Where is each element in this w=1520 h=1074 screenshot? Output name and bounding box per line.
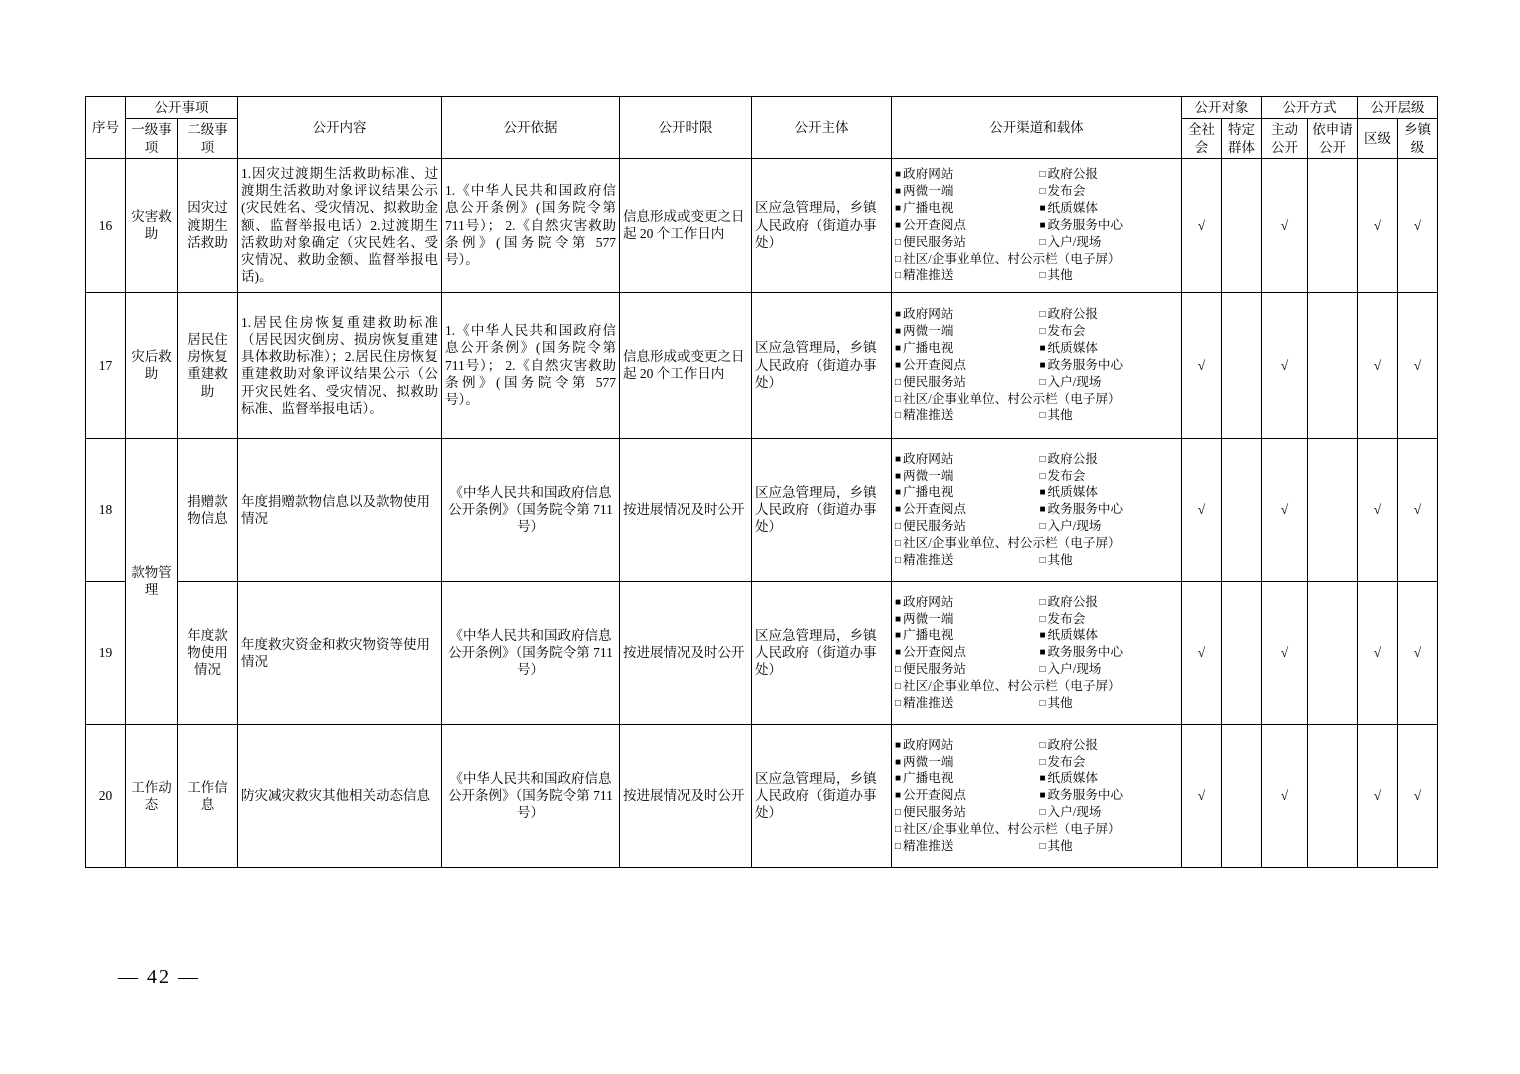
- channel-option[interactable]: □ 社区/企事业单位、村公示栏（电子屏）: [895, 535, 1178, 552]
- channel-option[interactable]: □ 精准推送: [895, 552, 1035, 569]
- header-channel: 公开渠道和载体: [892, 97, 1182, 159]
- row-subject: 区应急管理局，乡镇人民政府（街道办事处）: [752, 581, 892, 724]
- row-content: 防灾减灾救灾其他相关动态信息: [238, 724, 442, 867]
- row-level-town: √: [1398, 292, 1438, 438]
- row-level-town: √: [1398, 724, 1438, 867]
- channel-option[interactable]: □ 社区/企事业单位、村公示栏（电子屏）: [895, 678, 1178, 695]
- row-basis: 《中华人民共和国政府信息公开条例》（国务院令第 711 号）: [442, 581, 620, 724]
- row-content: 年度捐赠款物信息以及款物使用情况: [238, 438, 442, 581]
- page-number: — 42 —: [118, 966, 200, 988]
- channel-option[interactable]: ■ 政务服务中心: [1039, 217, 1178, 234]
- row-object-all: √: [1182, 581, 1222, 724]
- header-level2: 二级事项: [178, 119, 238, 159]
- channel-option[interactable]: □ 发布会: [1039, 468, 1178, 485]
- row-level-district: √: [1358, 292, 1398, 438]
- row-subject: 区应急管理局，乡镇人民政府（街道办事处）: [752, 724, 892, 867]
- row-level1: 工作动态: [126, 724, 178, 867]
- channel-option[interactable]: □ 其他: [1039, 552, 1178, 569]
- channel-option[interactable]: ■ 公开查阅点: [895, 501, 1035, 518]
- row-channels: [892, 581, 1182, 724]
- channel-option[interactable]: □ 精准推送: [895, 695, 1035, 712]
- header-level-town: 乡镇级: [1398, 119, 1438, 159]
- channel-option[interactable]: □ 政府公报: [1039, 306, 1178, 323]
- channel-option[interactable]: ■ 两微一端: [895, 611, 1035, 628]
- channel-option[interactable]: □ 社区/企事业单位、村公示栏（电子屏）: [895, 251, 1178, 268]
- row-basis: 《中华人民共和国政府信息公开条例》（国务院令第 711 号）: [442, 724, 620, 867]
- channel-option[interactable]: □ 发布会: [1039, 323, 1178, 340]
- channel-option[interactable]: ■ 公开查阅点: [895, 787, 1035, 804]
- channel-options-last: [895, 267, 1178, 284]
- row-way-active: √: [1262, 158, 1308, 292]
- row-way-request: [1308, 292, 1358, 438]
- row-way-active: √: [1262, 581, 1308, 724]
- channel-option[interactable]: ■ 纸质媒体: [1039, 627, 1178, 644]
- row-subject: 区应急管理局，乡镇人民政府（街道办事处）: [752, 292, 892, 438]
- channel-option[interactable]: □ 社区/企事业单位、村公示栏（电子屏）: [895, 391, 1178, 408]
- channel-options-last: [895, 407, 1178, 424]
- table-row: [86, 292, 1438, 438]
- channel-option[interactable]: ■ 纸质媒体: [1039, 200, 1178, 217]
- header-way-active: 主动公开: [1262, 119, 1308, 159]
- header-object-specific: 特定群体: [1222, 119, 1262, 159]
- channel-option[interactable]: ■ 纸质媒体: [1039, 770, 1178, 787]
- row-basis: 1.《中华人民共和国政府信息公开条例》(国务院令第711号）； 2.《自然灾害救助条例》(国务院令第 577 号）。: [442, 292, 620, 438]
- channel-option[interactable]: ■ 广播电视: [895, 484, 1035, 501]
- channel-options: [895, 166, 1178, 250]
- channel-option[interactable]: ■ 公开查阅点: [895, 644, 1035, 661]
- channel-option[interactable]: □ 入户/现场: [1039, 374, 1178, 391]
- row-seq: 16: [86, 158, 126, 292]
- channel-option[interactable]: □ 入户/现场: [1039, 518, 1178, 535]
- row-content: 年度救灾资金和救灾物资等使用情况: [238, 581, 442, 724]
- row-object-all: √: [1182, 292, 1222, 438]
- disclosure-matrix-table: [85, 96, 1438, 868]
- channel-options: [895, 306, 1178, 390]
- table-row: [86, 438, 1438, 581]
- channel-option[interactable]: □ 便民服务站: [895, 374, 1035, 391]
- row-level-district: √: [1358, 438, 1398, 581]
- header-object-all: 全社会: [1182, 119, 1222, 159]
- row-level2: 工作信息: [178, 724, 238, 867]
- row-object-all: √: [1182, 158, 1222, 292]
- channel-option[interactable]: □ 入户/现场: [1039, 661, 1178, 678]
- channel-option[interactable]: ■ 公开查阅点: [895, 217, 1035, 234]
- row-level-district: √: [1358, 724, 1398, 867]
- row-channels: [892, 438, 1182, 581]
- row-basis: 《中华人民共和国政府信息公开条例》（国务院令第 711 号）: [442, 438, 620, 581]
- header-basis: 公开依据: [442, 97, 620, 159]
- channel-option[interactable]: □ 便民服务站: [895, 234, 1035, 251]
- table-row: [86, 581, 1438, 724]
- channel-option[interactable]: ■ 政府网站: [895, 451, 1035, 468]
- channel-options: [895, 737, 1178, 821]
- channel-option[interactable]: ■ 广播电视: [895, 627, 1035, 644]
- channel-options: [895, 594, 1178, 678]
- channel-option[interactable]: □ 入户/现场: [1039, 234, 1178, 251]
- row-object-specific: [1222, 292, 1262, 438]
- row-seq: 17: [86, 292, 126, 438]
- channel-option[interactable]: □ 精准推送: [895, 407, 1035, 424]
- channel-option[interactable]: ■ 政务服务中心: [1039, 357, 1178, 374]
- header-object-group: 公开对象: [1182, 97, 1262, 119]
- row-way-active: √: [1262, 292, 1308, 438]
- row-level2: 因灾过渡期生活救助: [178, 158, 238, 292]
- row-channels: [892, 724, 1182, 867]
- row-channels: [892, 158, 1182, 292]
- row-level1: 款物管理: [126, 438, 178, 724]
- row-content: 1.因灾过渡期生活救助标准、过渡期生活救助对象评议结果公示(灾民姓名、受灾情况、拟救助金额、监督举报电话）2.过渡期生活救助对象确定（灾民姓名、受灾情况、救助金额、监督举报电话)。: [238, 158, 442, 292]
- row-seq: 18: [86, 438, 126, 581]
- row-time-limit: 信息形成或变更之日起 20 个工作日内: [620, 158, 752, 292]
- channel-option[interactable]: □ 其他: [1039, 695, 1178, 712]
- row-basis: 1.《中华人民共和国政府信息公开条例》(国务院令第711号）； 2.《自然灾害救助条例》(国务院令第 577 号）。: [442, 158, 620, 292]
- row-object-specific: [1222, 724, 1262, 867]
- channel-option[interactable]: □ 便民服务站: [895, 804, 1035, 821]
- row-time-limit: 按进展情况及时公开: [620, 438, 752, 581]
- channel-option[interactable]: □ 入户/现场: [1039, 804, 1178, 821]
- row-way-request: [1308, 581, 1358, 724]
- channel-option[interactable]: ■ 纸质媒体: [1039, 340, 1178, 357]
- channel-option[interactable]: □ 发布会: [1039, 754, 1178, 771]
- channel-option[interactable]: □ 精准推送: [895, 267, 1035, 284]
- channel-options: [895, 451, 1178, 535]
- channel-option[interactable]: ■ 政务服务中心: [1039, 787, 1178, 804]
- channel-option[interactable]: ■ 政府网站: [895, 166, 1035, 183]
- table-row: [86, 158, 1438, 292]
- channel-option[interactable]: □ 政府公报: [1039, 166, 1178, 183]
- row-level-town: √: [1398, 438, 1438, 581]
- row-level1: 灾害救助: [126, 158, 178, 292]
- channel-option[interactable]: □ 其他: [1039, 838, 1178, 855]
- row-level2: 年度款物使用情况: [178, 581, 238, 724]
- row-level-town: √: [1398, 158, 1438, 292]
- channel-option[interactable]: ■ 纸质媒体: [1039, 484, 1178, 501]
- channel-option[interactable]: ■ 两微一端: [895, 323, 1035, 340]
- header-subject: 公开主体: [752, 97, 892, 159]
- channel-option[interactable]: ■ 广播电视: [895, 770, 1035, 787]
- channel-option[interactable]: □ 其他: [1039, 267, 1178, 284]
- channel-option[interactable]: □ 便民服务站: [895, 661, 1035, 678]
- channel-options-last: [895, 838, 1178, 855]
- channel-option[interactable]: □ 发布会: [1039, 183, 1178, 200]
- row-time-limit: 信息形成或变更之日起 20 个工作日内: [620, 292, 752, 438]
- channel-option[interactable]: ■ 政府网站: [895, 594, 1035, 611]
- channel-option[interactable]: □ 精准推送: [895, 838, 1035, 855]
- row-way-request: [1308, 724, 1358, 867]
- channel-option[interactable]: □ 便民服务站: [895, 518, 1035, 535]
- channel-option[interactable]: ■ 两微一端: [895, 183, 1035, 200]
- channel-option[interactable]: ■ 广播电视: [895, 200, 1035, 217]
- channel-option[interactable]: □ 发布会: [1039, 611, 1178, 628]
- header-level-group: 公开层级: [1358, 97, 1438, 119]
- row-channels: [892, 292, 1182, 438]
- channel-option[interactable]: ■ 政务服务中心: [1039, 644, 1178, 661]
- row-subject: 区应急管理局，乡镇人民政府（街道办事处）: [752, 158, 892, 292]
- header-way-group: 公开方式: [1262, 97, 1358, 119]
- channel-option[interactable]: ■ 两微一端: [895, 468, 1035, 485]
- channel-option[interactable]: ■ 政府网站: [895, 737, 1035, 754]
- channel-option[interactable]: ■ 广播电视: [895, 340, 1035, 357]
- row-object-specific: [1222, 438, 1262, 581]
- row-level-district: √: [1358, 158, 1398, 292]
- channel-option[interactable]: □ 其他: [1039, 407, 1178, 424]
- row-object-specific: [1222, 158, 1262, 292]
- row-seq: 20: [86, 724, 126, 867]
- header-level-district: 区级: [1358, 119, 1398, 159]
- row-level2: 捐赠款物信息: [178, 438, 238, 581]
- channel-option[interactable]: ■ 政务服务中心: [1039, 501, 1178, 518]
- channel-option[interactable]: □ 政府公报: [1039, 451, 1178, 468]
- row-time-limit: 按进展情况及时公开: [620, 581, 752, 724]
- channel-option[interactable]: ■ 政府网站: [895, 306, 1035, 323]
- row-level2: 居民住房恢复重建救助: [178, 292, 238, 438]
- channel-options-last: [895, 552, 1178, 569]
- row-way-request: [1308, 158, 1358, 292]
- row-level-town: √: [1398, 581, 1438, 724]
- row-time-limit: 按进展情况及时公开: [620, 724, 752, 867]
- channel-options-last: [895, 695, 1178, 712]
- row-content: 1.居民住房恢复重建救助标准（居民因灾倒房、损房恢复重建具体救助标准）；2.居民住房恢复重建救助对象评议结果公示（公开灾民姓名、受灾情况、拟救助标准、监督举报电话）。: [238, 292, 442, 438]
- row-subject: 区应急管理局，乡镇人民政府（街道办事处）: [752, 438, 892, 581]
- header-level1: 一级事项: [126, 119, 178, 159]
- table-row: [86, 724, 1438, 867]
- row-seq: 19: [86, 581, 126, 724]
- header-way-request: 依申请公开: [1308, 119, 1358, 159]
- channel-option[interactable]: ■ 公开查阅点: [895, 357, 1035, 374]
- header-content: 公开内容: [238, 97, 442, 159]
- channel-option[interactable]: ■ 两微一端: [895, 754, 1035, 771]
- channel-option[interactable]: □ 政府公报: [1039, 737, 1178, 754]
- row-object-all: √: [1182, 724, 1222, 867]
- row-object-all: √: [1182, 438, 1222, 581]
- row-way-request: [1308, 438, 1358, 581]
- row-object-specific: [1222, 581, 1262, 724]
- row-level-district: √: [1358, 581, 1398, 724]
- channel-option[interactable]: □ 政府公报: [1039, 594, 1178, 611]
- channel-option[interactable]: □ 社区/企事业单位、村公示栏（电子屏）: [895, 821, 1178, 838]
- row-way-active: √: [1262, 724, 1308, 867]
- row-way-active: √: [1262, 438, 1308, 581]
- header-seq: 序号: [86, 97, 126, 159]
- row-level1: 灾后救助: [126, 292, 178, 438]
- header-time-limit: 公开时限: [620, 97, 752, 159]
- header-matter-group: 公开事项: [126, 97, 238, 119]
